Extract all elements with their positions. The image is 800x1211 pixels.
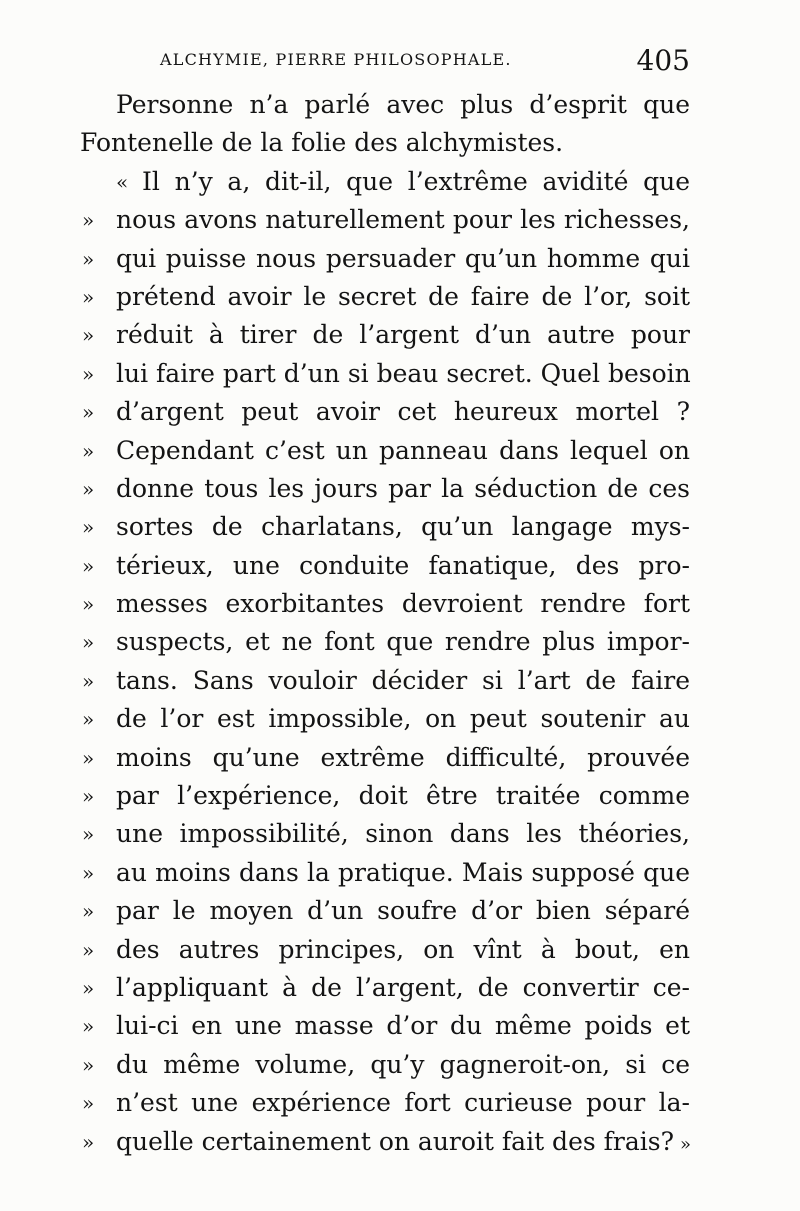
line-text: nous avons naturellement pour les richesses,: [116, 205, 690, 235]
continuation-guillemet: »: [82, 822, 95, 847]
continuation-guillemet: »: [82, 361, 95, 386]
text-line: [0, 739, 800, 777]
line-text: par le moyen d’un soufre d’or bien séparé: [116, 896, 690, 926]
line-text: des autres principes, on vînt à bout, en: [116, 934, 690, 964]
continuation-guillemet: »: [82, 208, 95, 233]
line-text: lui-ci en une masse d’or du même poids et: [116, 1011, 690, 1041]
line-text: prétend avoir le secret de faire de l’or, soit: [116, 281, 690, 311]
continuation-guillemet: »: [82, 707, 95, 732]
closing-guillemet: »: [679, 1133, 691, 1155]
line-text: l’appliquant à de l’argent, de convertir ce-: [116, 972, 690, 1002]
line-text: réduit à tirer de l’argent d’un autre pour: [116, 320, 690, 350]
body-text: [0, 86, 800, 1161]
line-text: Il n’y a, dit-il, que l’extrême avidité que: [142, 166, 690, 196]
line-text: sortes de charlatans, qu’un langage mys-: [116, 512, 690, 542]
continuation-guillemet: »: [82, 438, 95, 463]
continuation-guillemet: »: [82, 284, 95, 309]
line-text: du même volume, qu’y gagneroit-on, si ce: [116, 1049, 690, 1079]
line-text: donne tous les jours par la séduction de ces: [116, 473, 690, 503]
text-line: [0, 240, 800, 278]
page-number: 405: [636, 44, 690, 77]
line-text: de l’or est impossible, on peut soutenir au: [116, 704, 690, 734]
text-line: [0, 854, 800, 892]
text-line: [0, 355, 800, 393]
continuation-guillemet: »: [82, 1014, 95, 1039]
text-line: [0, 623, 800, 661]
line-text: une impossibilité, sinon dans les théories,: [116, 819, 690, 849]
running-title: ALCHYMIE, PIERRE PHILOSOPHALE.: [160, 50, 512, 69]
text-line: [0, 508, 800, 546]
text-line: [0, 470, 800, 508]
continuation-guillemet: »: [82, 630, 95, 655]
text-line: [0, 1123, 800, 1161]
line-text-final: [116, 1123, 690, 1164]
line-text: Fontenelle de la folie des alchymistes.: [80, 128, 564, 158]
line-text: Personne n’a parlé avec plus d’esprit que: [116, 90, 690, 119]
line-text: suspects, et ne font que rendre plus impor-: [116, 627, 690, 657]
line-text: quelle certainement on auroit fait des frais?: [116, 1126, 674, 1156]
line-text: messes exorbitantes devroient rendre fort: [116, 589, 690, 619]
line-text: tans. Sans vouloir décider si l’art de faire: [116, 665, 690, 695]
page-header: [160, 44, 690, 84]
text-line: [0, 1084, 800, 1122]
continuation-guillemet: »: [82, 899, 95, 924]
text-line: [0, 700, 800, 738]
text-line: [0, 585, 800, 623]
continuation-guillemet: »: [82, 860, 95, 885]
text-line: [0, 1007, 800, 1045]
text-line: [0, 201, 800, 239]
text-line: [0, 278, 800, 316]
continuation-guillemet: »: [82, 553, 95, 578]
text-line: [0, 777, 800, 815]
continuation-guillemet: »: [82, 592, 95, 617]
text-line: [0, 931, 800, 969]
continuation-guillemet: »: [82, 937, 95, 962]
line-text: Cependant c’est un panneau dans lequel on: [116, 435, 690, 465]
text-line: [0, 892, 800, 930]
text-line: [0, 163, 800, 201]
continuation-guillemet: »: [82, 745, 95, 770]
continuation-guillemet: »: [82, 1052, 95, 1077]
text-line: [0, 547, 800, 585]
opening-guillemet: «: [116, 169, 129, 194]
text-line: [0, 86, 800, 124]
line-text: moins qu’une extrême difficulté, prouvée: [116, 742, 690, 772]
text-line: [0, 124, 800, 162]
continuation-guillemet: »: [82, 1129, 95, 1154]
line-text: d’argent peut avoir cet heureux mortel ?: [116, 397, 690, 427]
continuation-guillemet: »: [82, 784, 95, 809]
line-text: au moins dans la pratique. Mais supposé que: [116, 857, 690, 887]
text-line: [0, 815, 800, 853]
line-text: par l’expérience, doit être traitée comme: [116, 781, 690, 811]
continuation-guillemet: »: [82, 323, 95, 348]
text-line: [0, 1046, 800, 1084]
continuation-guillemet: »: [82, 515, 95, 540]
text-line: [0, 316, 800, 354]
line-text: qui puisse nous persuader qu’un homme qui: [116, 243, 690, 273]
text-line: [0, 393, 800, 431]
continuation-guillemet: »: [82, 668, 95, 693]
continuation-guillemet: »: [82, 975, 95, 1000]
line-text: lui faire part d’un si beau secret. Quel besoin: [116, 358, 691, 388]
text-line: [0, 662, 800, 700]
text-line: [0, 432, 800, 470]
text-line: [0, 969, 800, 1007]
continuation-guillemet: »: [82, 246, 95, 271]
line-text: n’est une expérience fort curieuse pour la-: [116, 1088, 690, 1118]
line-text: térieux, une conduite fanatique, des pro-: [116, 550, 690, 580]
continuation-guillemet: »: [82, 400, 95, 425]
continuation-guillemet: »: [82, 476, 95, 501]
continuation-guillemet: »: [82, 1091, 95, 1116]
